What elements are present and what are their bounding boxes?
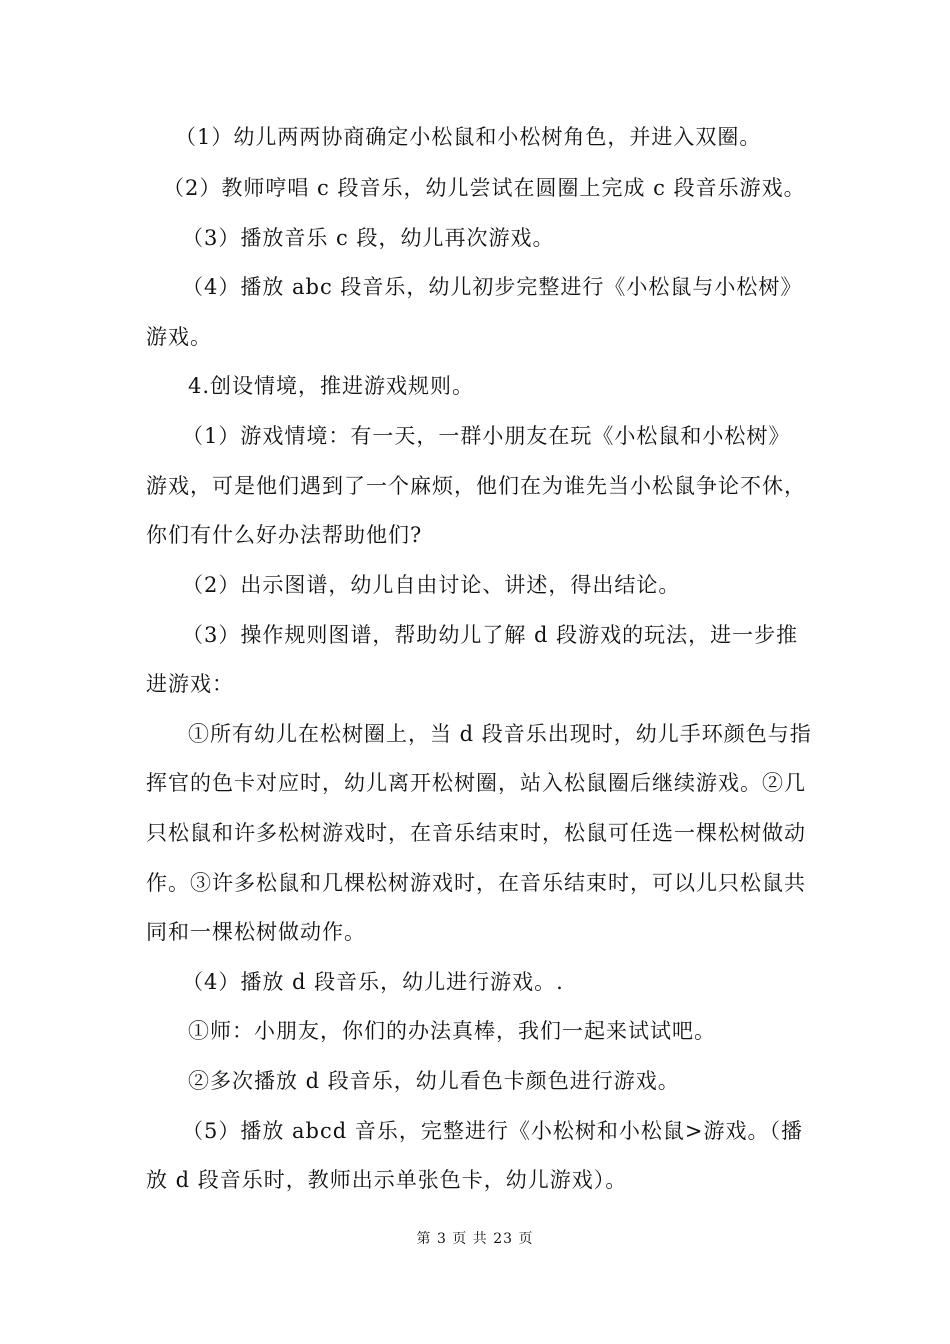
page-number-footer: 第 3 页 共 23 页 (416, 1231, 534, 1247)
paragraph-line: ①所有幼儿在松树圈上，当 d 段音乐出现时，幼儿手环颜色与指 (188, 722, 812, 746)
paragraph-line: 同和一棵松树做动作。 (146, 920, 366, 944)
paragraph-line: （3）播放音乐 c 段，幼儿再次游戏。 (182, 226, 555, 250)
paragraph-line: 游戏，可是他们遇到了一个麻烦，他们在为谁先当小松鼠争论不休， (146, 474, 806, 498)
paragraph-line: （3）操作规则图谱，帮助幼儿了解 d 段游戏的玩法，进一步推 (182, 623, 799, 647)
paragraph-line: 你们有什么好办法帮助他们? (146, 523, 423, 547)
paragraph-line: 进游戏： (146, 672, 234, 696)
paragraph-line: （1）幼儿两两协商确定小松鼠和小松树角色，并进入双圈。 (175, 125, 762, 149)
paragraph-line: 作。③许多松鼠和几棵松树游戏时，在音乐结束时，可以儿只松鼠共 (146, 871, 806, 895)
paragraph-line: 挥官的色卡对应时，幼儿离开松树圈，站入松鼠圈后继续游戏。②几 (146, 771, 806, 795)
paragraph-line: 只松鼠和许多松树游戏时，在音乐结束时，松鼠可任选一棵松树做动 (146, 821, 806, 845)
section-heading: 4.创设情境，推进游戏规则。 (188, 374, 475, 398)
paragraph-line: （1）游戏情境：有一天，一群小朋友在玩《小松鼠和小松树》 (182, 424, 791, 448)
paragraph-line: （4）播放 abc 段音乐，幼儿初步完整进行《小松鼠与小松树》 (182, 275, 803, 299)
paragraph-line: （2）教师哼唱 c 段音乐，幼儿尝试在圆圈上完成 c 段音乐游戏。 (163, 176, 806, 200)
paragraph-line: ②多次播放 d 段音乐，幼儿看色卡颜色进行游戏。 (188, 1069, 680, 1093)
paragraph-line: 游戏。 (146, 325, 212, 349)
paragraph-line: （2）出示图谱，幼儿自由讨论、讲述，得出结论。 (182, 573, 681, 597)
paragraph-line: ①师：小朋友，你们的办法真棒，我们一起来试试吧。 (188, 1019, 716, 1043)
paragraph-line: （4）播放 d 段音乐，幼儿进行游戏。. (182, 970, 564, 994)
paragraph-line: （5）播放 abcd 音乐，完整进行《小松树和小松鼠>游戏。（播 (182, 1119, 803, 1143)
paragraph-line: 放 d 段音乐时，教师出示单张色卡，幼儿游戏）。 (146, 1168, 628, 1192)
